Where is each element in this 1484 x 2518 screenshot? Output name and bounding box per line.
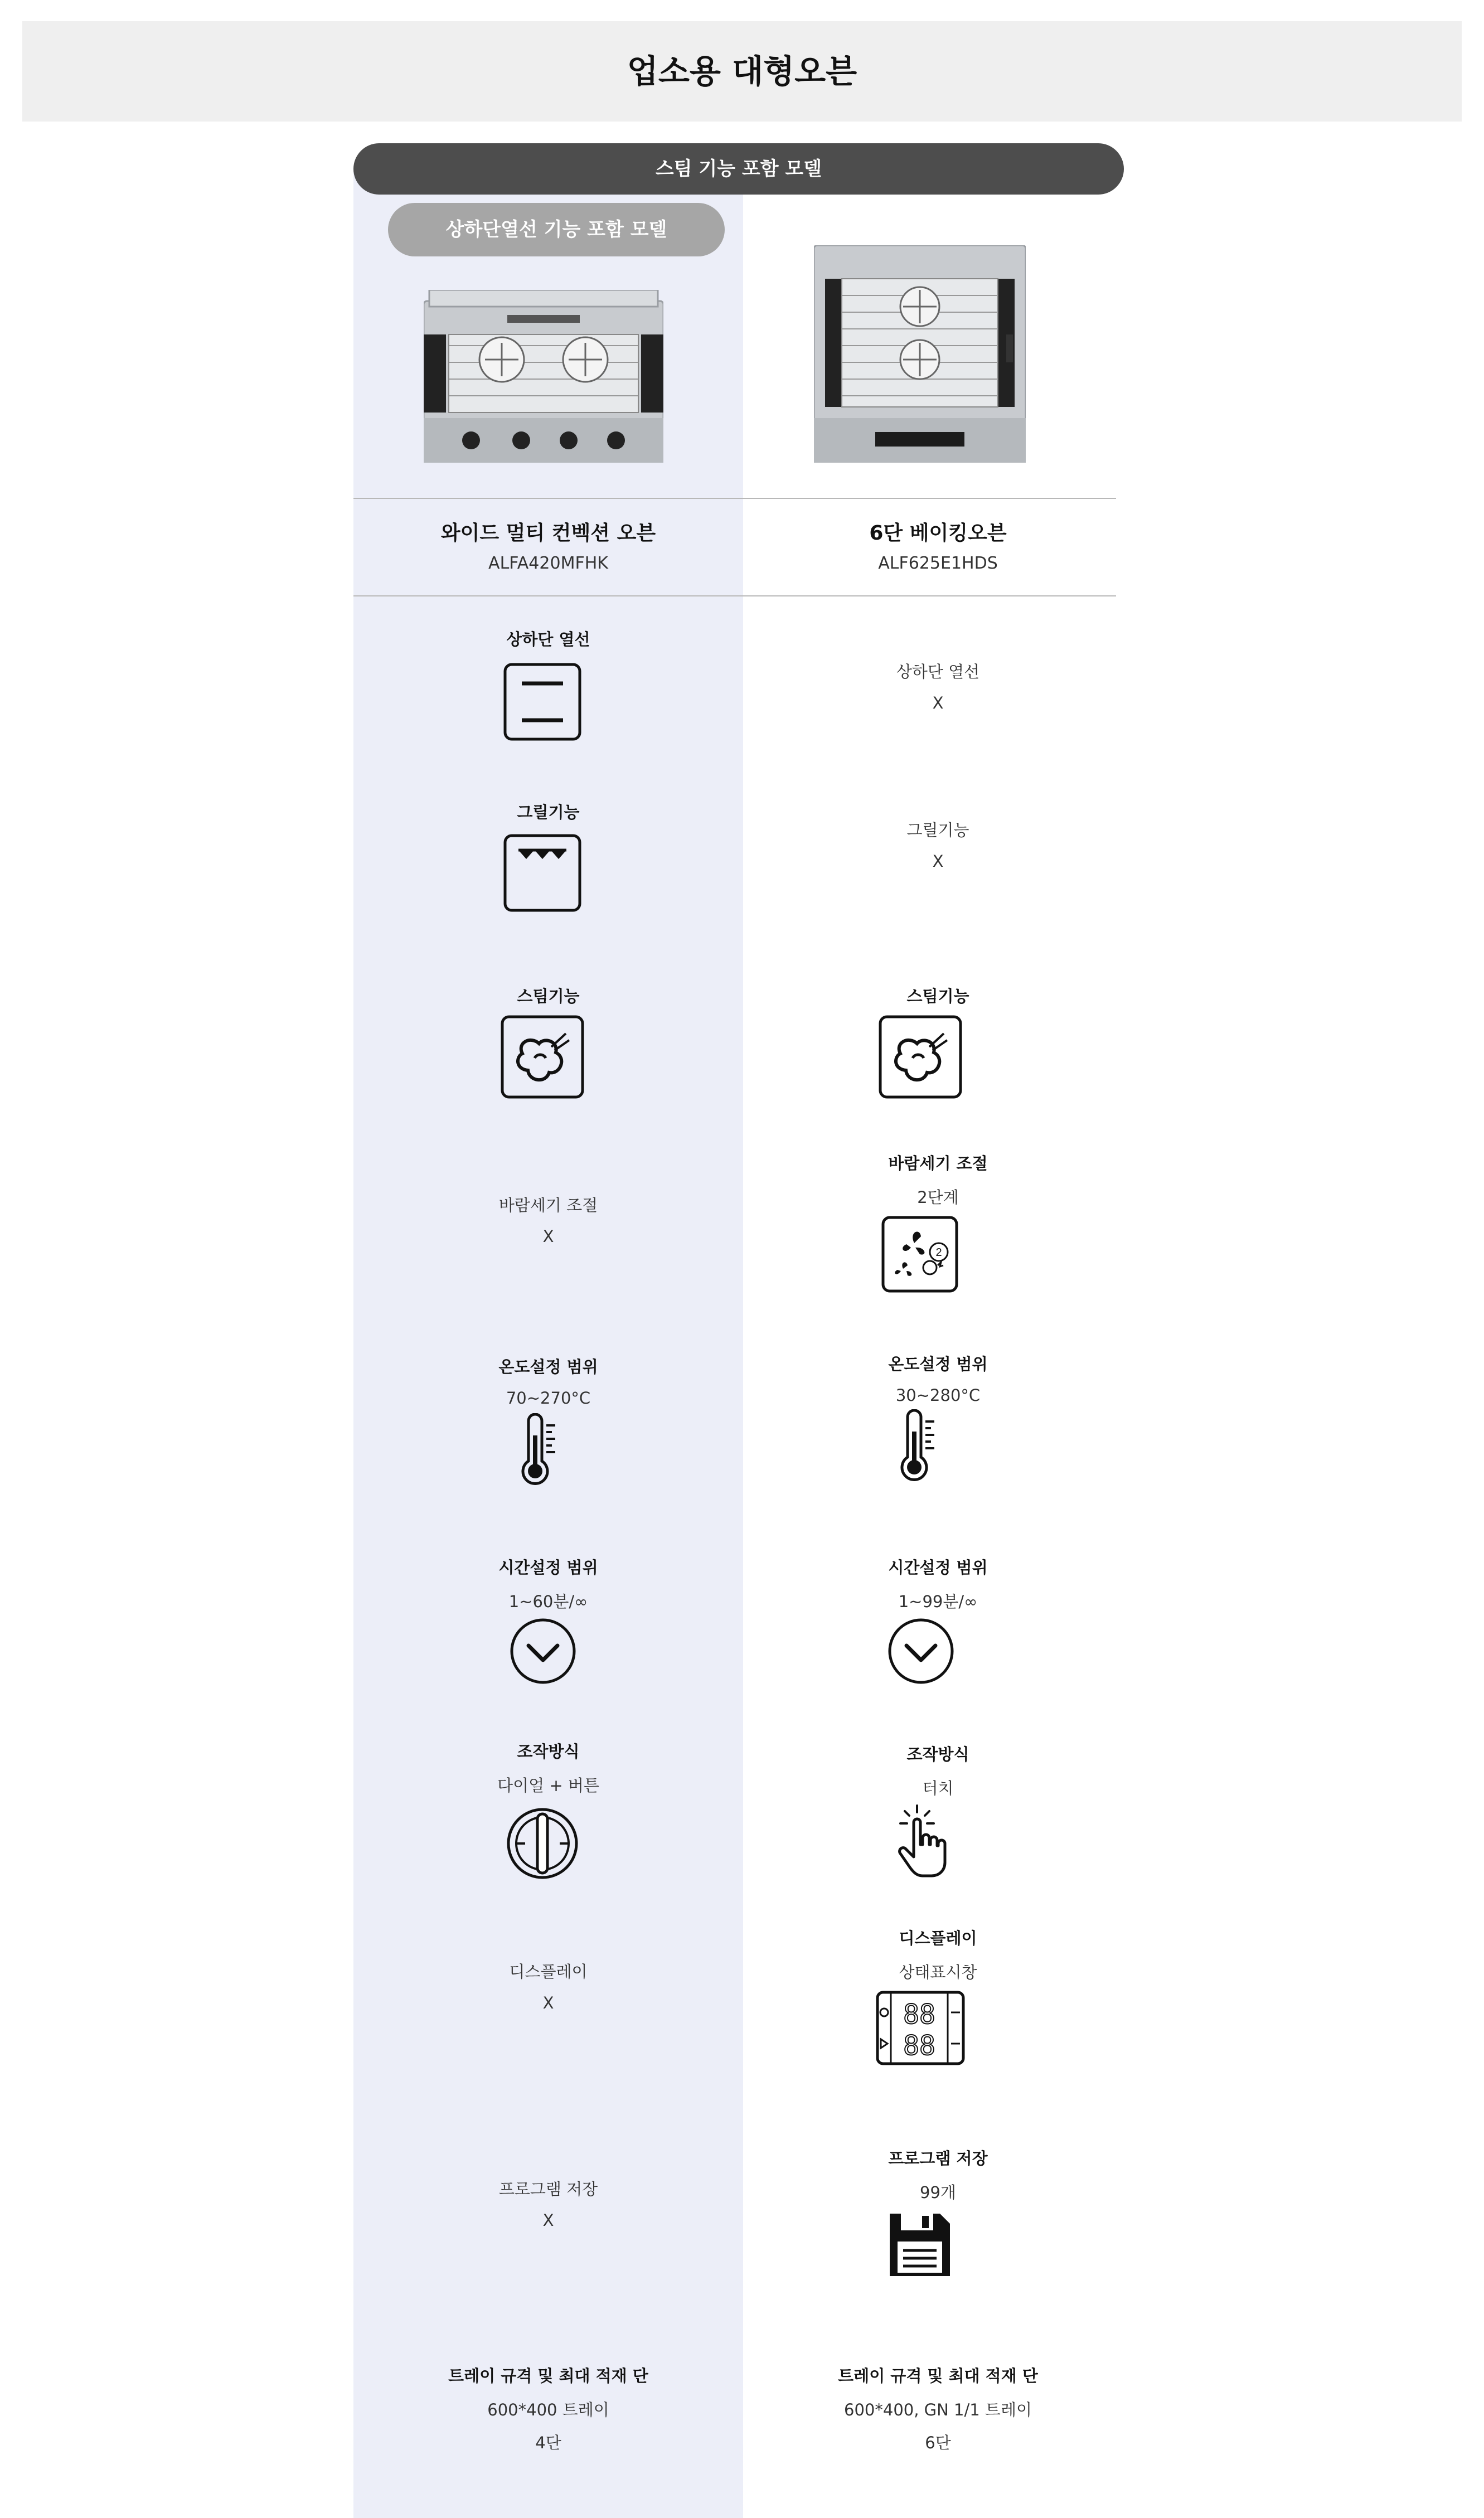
display-digits: 88	[903, 2030, 935, 2061]
feature-value: 4단	[535, 2433, 561, 2452]
feature-title: 상하단 열선	[506, 630, 590, 649]
feature-title: 조작방식	[517, 1742, 580, 1761]
feature-value: 다이얼 + 버튼	[497, 1776, 599, 1795]
feature-title: 트레이 규격 및 최대 적재 단	[838, 2366, 1038, 2385]
feature-value: 6단	[925, 2433, 951, 2452]
feature-value: 600*400, GN 1/1 트레이	[844, 2400, 1032, 2419]
feature-time-left	[353, 1555, 743, 1612]
feature-value: 2단계	[917, 1188, 959, 1207]
feature-title: 스팀기능	[517, 987, 580, 1006]
feature-fan-right	[743, 1151, 1133, 1208]
feature-value: 30~280°C	[895, 1386, 981, 1405]
feature-value: X	[932, 852, 944, 871]
feature-title: 트레이 규격 및 최대 적재 단	[448, 2366, 648, 2385]
steam-icon	[500, 1015, 585, 1099]
divider-bottom	[353, 595, 1116, 596]
feature-title: 바람세기 조절	[498, 1196, 598, 1215]
feature-title: 그릴기능	[517, 803, 580, 822]
feature-title: 스팀기능	[906, 987, 969, 1006]
feature-time-right	[743, 1555, 1133, 1612]
feature-program-left	[353, 2177, 743, 2230]
feature-title: 시간설정 범위	[888, 1558, 988, 1577]
grill-icon	[503, 833, 582, 913]
feature-grill-right	[743, 818, 1133, 871]
feature-control-left	[353, 1739, 743, 1796]
feature-grill-left	[353, 800, 743, 823]
product-model: ALF625E1HDS	[878, 554, 998, 573]
feature-title: 온도설정 범위	[888, 1355, 988, 1374]
feature-value: 99개	[920, 2183, 956, 2202]
feature-steam-left	[353, 984, 743, 1007]
product-header-right	[743, 517, 1133, 573]
feature-title: 조작방식	[906, 1745, 969, 1764]
feature-title: 디스플레이	[899, 1929, 977, 1948]
top-bottom-heat-icon	[503, 662, 582, 741]
subgroup-label-pill: 상하단열선 기능 포함 모델	[388, 203, 725, 256]
feature-value: 터치	[922, 1779, 954, 1798]
page-header	[22, 21, 1462, 122]
fan-speed-icon	[881, 1215, 959, 1293]
feature-value: 1~99분/∞	[898, 1592, 978, 1611]
feature-control-right	[743, 1742, 1133, 1799]
feature-value: 600*400 트레이	[487, 2400, 609, 2419]
product-name: 와이드 멀티 컨벡션 오븐	[440, 522, 656, 545]
fan-speed-badge: 2	[935, 1246, 942, 1259]
feature-value: 상태표시창	[899, 1963, 977, 1982]
feature-tray-left	[353, 2364, 743, 2453]
feature-steam-right	[743, 984, 1133, 1007]
feature-title: 프로그램 저장	[498, 2180, 598, 2199]
timer-icon	[508, 1617, 578, 1686]
group-label-pill: 스팀 기능 포함 모델	[353, 143, 1124, 195]
feature-display-right	[743, 1926, 1133, 1983]
oven-image-right	[814, 245, 1026, 463]
feature-title: 프로그램 저장	[888, 2149, 988, 2168]
touch-icon	[895, 1803, 950, 1881]
feature-value: X	[542, 1993, 554, 2012]
feature-value: X	[542, 2211, 554, 2230]
feature-tray-right	[743, 2364, 1133, 2453]
page-title: 업소용 대형오븐	[627, 52, 857, 90]
feature-fan-left	[353, 1193, 743, 1246]
feature-title: 상하단 열선	[896, 662, 980, 681]
product-name: 6단 베이킹오븐	[869, 522, 1007, 545]
feature-title: 디스플레이	[509, 1962, 588, 1981]
feature-value: X	[932, 693, 944, 712]
feature-value: 1~60분/∞	[508, 1592, 588, 1611]
feature-title: 온도설정 범위	[498, 1357, 598, 1376]
display-digits: 88	[903, 1999, 935, 2030]
feature-value: X	[542, 1227, 554, 1246]
thermometer-icon	[898, 1409, 948, 1482]
timer-icon	[886, 1617, 956, 1686]
save-disk-icon	[886, 2210, 953, 2279]
feature-top-bottom-heat-left	[353, 627, 743, 650]
feature-value: 70~270°C	[506, 1389, 591, 1408]
feature-temp-left	[353, 1355, 743, 1408]
display-panel-icon	[875, 1990, 966, 2066]
oven-image-left	[424, 290, 663, 463]
divider-top	[353, 498, 1116, 499]
steam-icon	[878, 1015, 963, 1099]
product-header-left	[353, 517, 743, 573]
feature-title: 바람세기 조절	[888, 1154, 988, 1173]
product-model: ALFA420MFHK	[488, 554, 608, 573]
feature-display-left	[353, 1959, 743, 2012]
feature-program-right	[743, 2146, 1133, 2203]
feature-temp-right	[743, 1352, 1133, 1405]
feature-top-bottom-heat-right	[743, 659, 1133, 712]
dial-icon	[505, 1806, 580, 1881]
thermometer-icon	[518, 1413, 569, 1486]
feature-title: 시간설정 범위	[498, 1558, 598, 1577]
feature-title: 그릴기능	[906, 821, 969, 840]
